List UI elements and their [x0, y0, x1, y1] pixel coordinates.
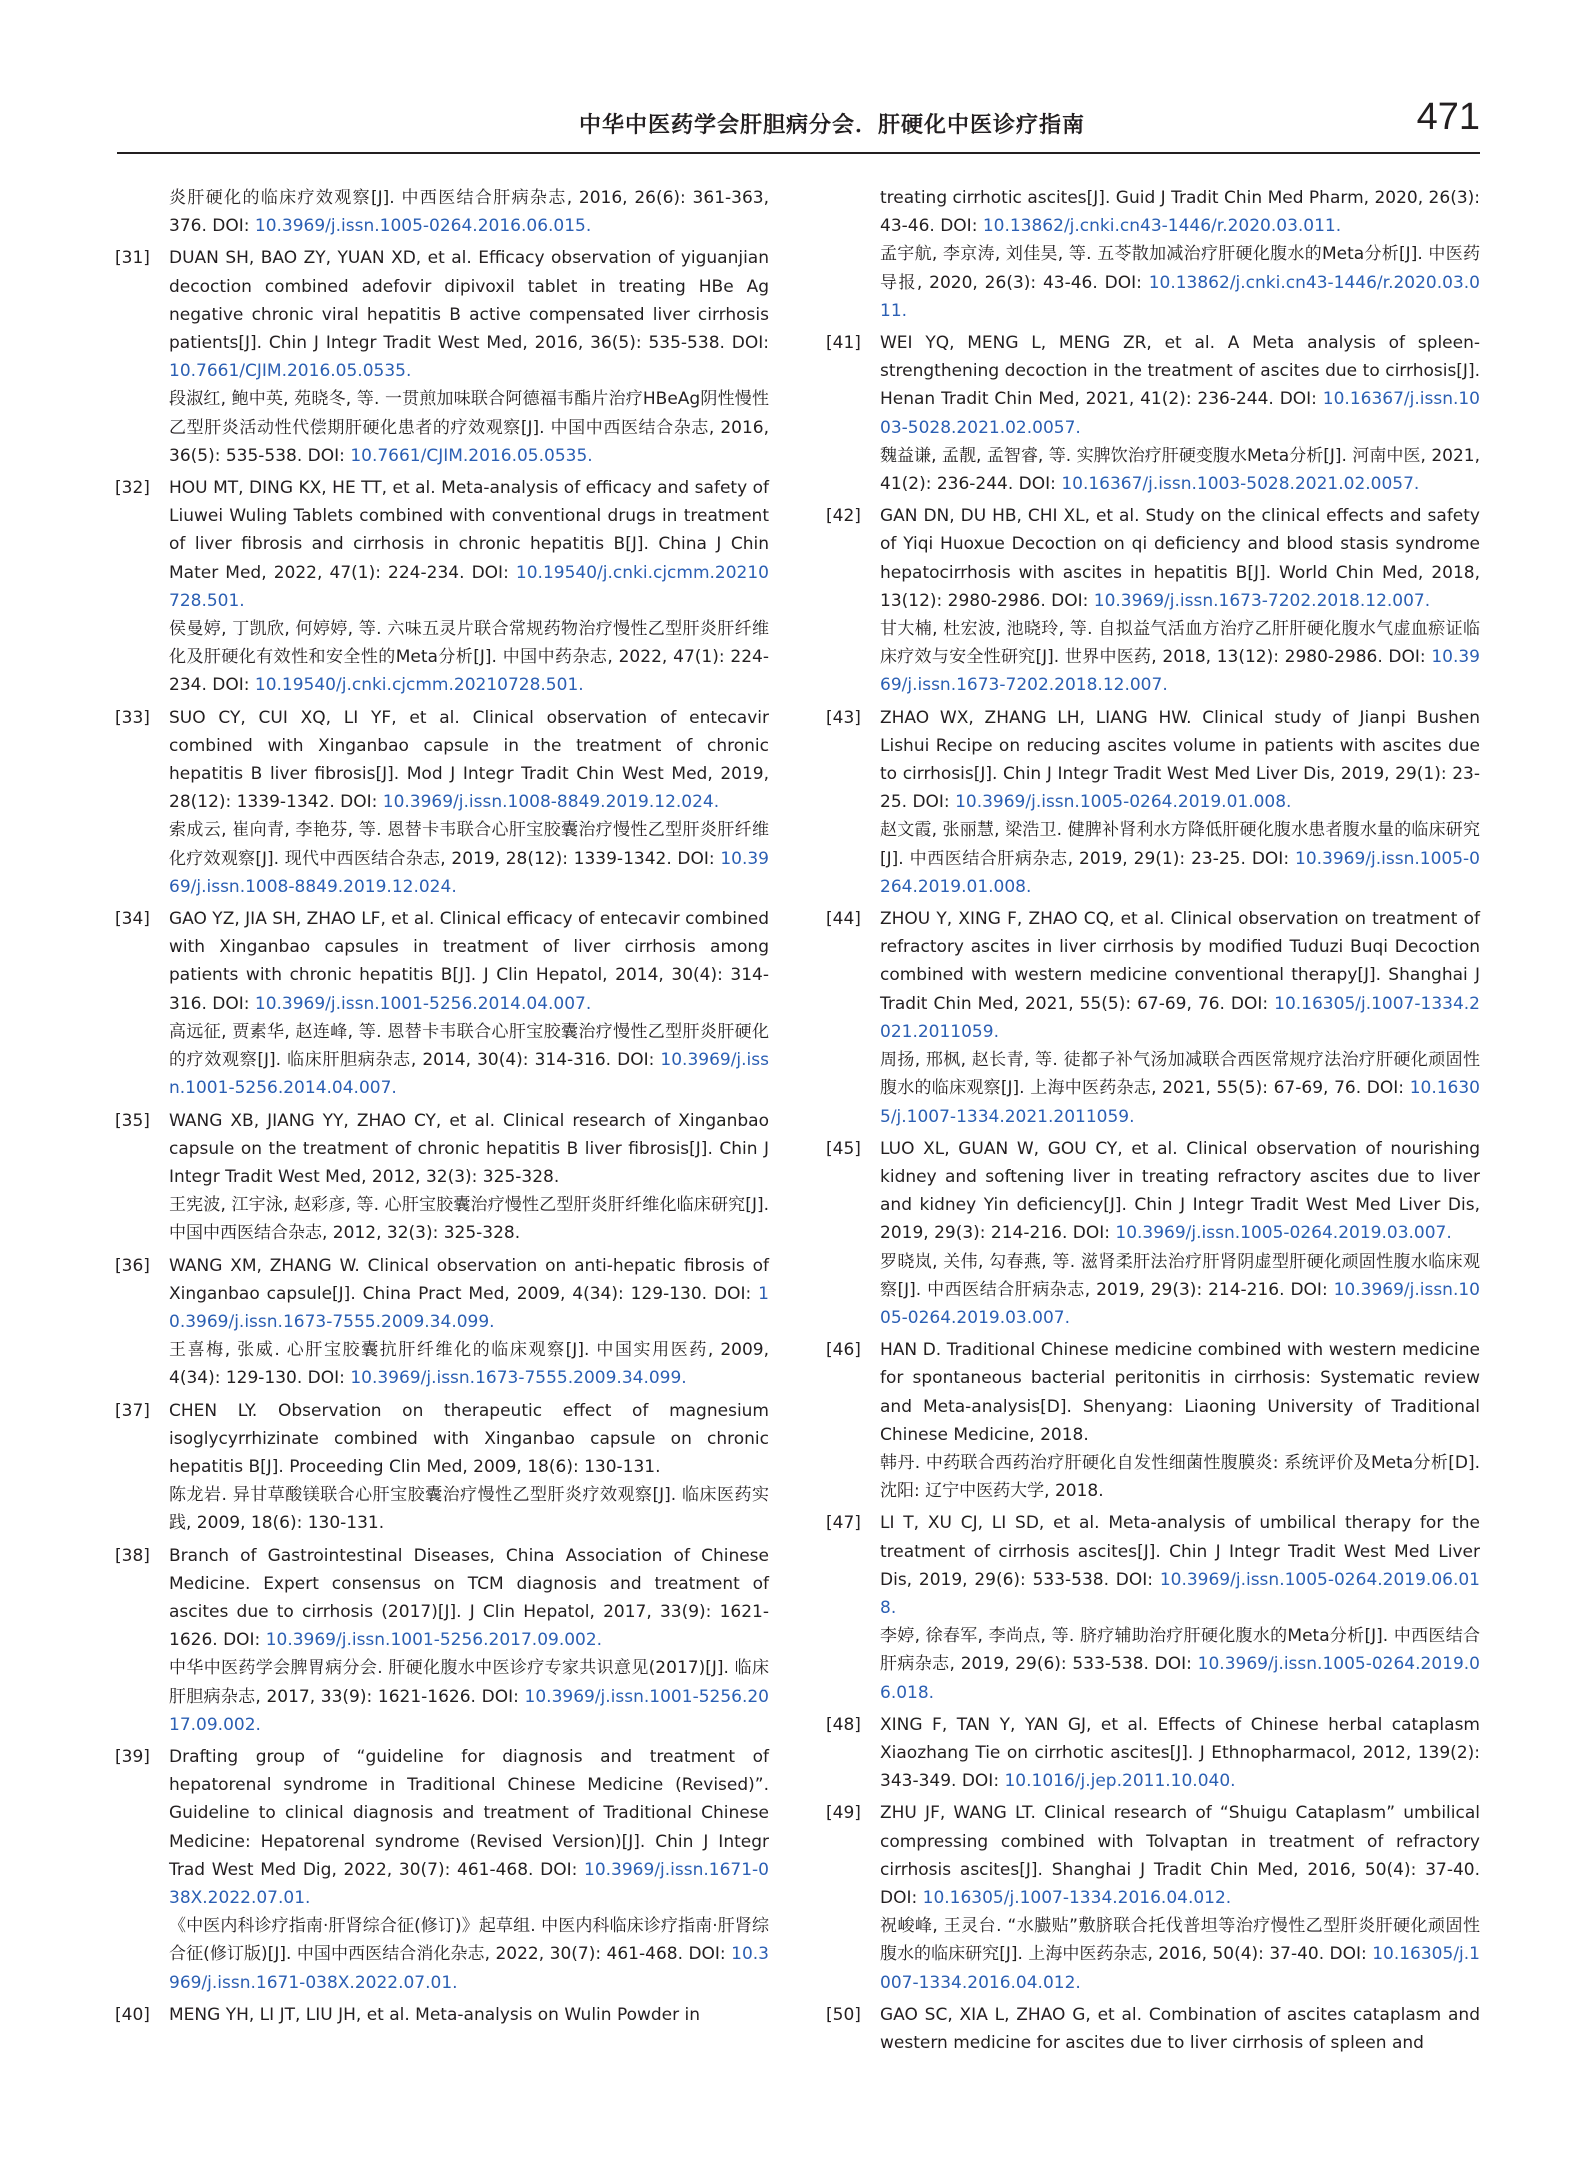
reference-number: [48] [826, 1714, 861, 1735]
reference-entry [117, 1252, 769, 1393]
reference-entry [828, 1711, 1480, 1796]
doi-link[interactable]: 10.3969/j.issn.1673-7202.2018.12.007. [1093, 590, 1431, 611]
doi-link[interactable]: 10.13862/j.cnki.cn43-1446/r.2020.03.011. [880, 272, 1480, 321]
reference-chinese-text: 甘大楠, 杜宏波, 池晓玲, 等. 自拟益气活血方治疗乙肝肝硬化腹水气虚血瘀证临床疗效与安全性研究[J]. 世界中医药, 2018, 13(12): 2980-2986. DOI: [880, 619, 1480, 668]
reference-chinese-text: 王宪波, 江宇泳, 赵彩彦, 等. 心肝宝胶囊治疗慢性乙型肝炎肝纤维化临床研究[J]. 中国中西医结合杂志, 2012, 32(3): 325-328. [169, 1195, 769, 1244]
doi-link[interactable]: 10.3969/j.issn.1008-8849.2019.12.024. [382, 792, 720, 813]
running-title: 中华中医药学会肝胆病分会．肝硬化中医诊疗指南 [578, 113, 1085, 138]
reference-english: ZHAO WX, ZHANG LH, LIANG HW. Clinical study of Jianpi Bushen Lishui Recipe on reducing ascites volume in patients with ascites due to cirrhosis[J]. Chin J Integr Tradit West Med Liver Dis, 2019, 29(1): 23-25. DOI: [880, 707, 1480, 813]
reference-number: [31] [115, 248, 150, 269]
reference-chinese [880, 615, 1480, 700]
reference-number: [34] [115, 909, 150, 930]
reference-chinese [880, 816, 1480, 901]
reference-number: [43] [826, 707, 861, 728]
reference-chinese-text: 王喜梅, 张威. 心肝宝胶囊抗肝纤维化的临床观察[J]. 中国实用医药, 2009, 4(34): 129-130. DOI: [169, 1340, 769, 1389]
reference-number: [37] [115, 1400, 150, 1421]
reference-entry [828, 1509, 1480, 1706]
doi-link[interactable]: 10.3969/j.issn.1673-7555.2009.34.099. [350, 1368, 687, 1389]
reference-chinese-text: 炎肝硬化的临床疗效观察[J]. 中西医结合肝病杂志, 2016, 26(6): 361-363, 376. DOI: [169, 188, 769, 237]
reference-chinese [880, 240, 1480, 325]
reference-entry [828, 905, 1480, 1131]
reference-number: [46] [826, 1340, 861, 1361]
reference-english: XING F, TAN Y, YAN GJ, et al. Effects of Chinese herbal cataplasm Xiaozhang Tie on cirrhotic ascites[J]. J Ethnopharmacol, 2012, 139(2): 343-349. DOI: [880, 1714, 1480, 1792]
doi-link[interactable]: 10.3969/j.issn.1001-5256.2017.09.002. [265, 1630, 603, 1651]
reference-entry [117, 1397, 769, 1538]
reference-chinese [169, 385, 769, 470]
reference-number: [35] [115, 1110, 150, 1131]
reference-chinese [169, 1336, 769, 1392]
reference-chinese-text: 周扬, 邢枫, 赵长青, 等. 徒都子补气汤加减联合西医常规疗法治疗肝硬化顽固性腹水的临床观察[J]. 上海中医药杂志, 2021, 55(5): 67-69, 76. DOI: [880, 1050, 1480, 1099]
reference-chinese [169, 1191, 769, 1247]
doi-link[interactable]: 10.3969/j.issn.1001-5256.2014.04.007. [169, 1050, 769, 1099]
reference-chinese [169, 615, 769, 700]
doi-link[interactable]: 10.13862/j.cnki.cn43-1446/r.2020.03.011. [982, 216, 1342, 237]
doi-link[interactable]: 10.16367/j.issn.1003-5028.2021.02.0057. [1061, 474, 1420, 495]
reference-chinese-text: 李婷, 徐春军, 李尚点, 等. 脐疗辅助治疗肝硬化腹水的Meta分析[J]. 中西医结合肝病杂志, 2019, 29(6): 533-538. DOI: [880, 1626, 1480, 1675]
reference-english: treating cirrhotic ascites[J]. Guid J Tradit Chin Med Pharm, 2020, 26(3): 43-46. DOI: [880, 188, 1480, 237]
reference-english: GAO YZ, JIA SH, ZHAO LF, et al. Clinical efficacy of entecavir combined with Xinganbao capsules in treatment of liver cirrhosis among patients with chronic hepatitis B[J]. J Clin Hepatol, 2014, 30(4): 314-316. DOI: [169, 909, 769, 1014]
doi-link[interactable]: 10.16305/j.1007-1334.2016.04.012. [880, 1944, 1480, 1993]
reference-chinese [880, 1622, 1480, 1707]
reference-entry [117, 905, 769, 1102]
reference-entry [828, 184, 1480, 325]
reference-english: SUO CY, CUI XQ, LI YF, et al. Clinical observation of entecavir combined with Xinganbao capsule in the treatment of chronic hepatitis B liver fibrosis[J]. Mod J Integr Tradit Chin West Med, 2019, 28(12): 1339-1342. DOI: [169, 707, 769, 813]
reference-chinese-text: 段淑红, 鲍中英, 苑晓冬, 等. 一贯煎加味联合阿德福韦酯片治疗HBeAg阴性慢性乙型肝炎活动性代偿期肝硬化患者的疗效观察[J]. 中国中西医结合杂志, 2016, 36(5): 535-538. DOI: [169, 389, 769, 466]
doi-link[interactable]: 10.3969/j.issn.1001-5256.2017.09.002. [169, 1686, 769, 1735]
reference-entry [828, 1799, 1480, 1996]
reference-column-left [117, 184, 769, 2033]
reference-entry [828, 1336, 1480, 1505]
reference-chinese [169, 1481, 769, 1537]
reference-number: [40] [115, 2004, 150, 2025]
reference-chinese-text: 孟宇航, 李京涛, 刘佳昊, 等. 五苓散加减治疗肝硬化腹水的Meta分析[J]. 中医药导报, 2020, 26(3): 43-46. DOI: [880, 244, 1480, 293]
doi-link[interactable]: 10.3969/j.issn.1005-0264.2019.06.018. [880, 1569, 1480, 1618]
doi-link[interactable]: 10.19540/j.cnki.cjcmm.20210728.501. [169, 562, 769, 611]
doi-link[interactable]: 10.3969/j.issn.1005-0264.2019.03.007. [1115, 1223, 1452, 1244]
reference-english: Branch of Gastrointestinal Diseases, China Association of Chinese Medicine. Expert consensus on TCM diagnosis and treatment of ascites due to cirrhosis (2017)[J]. J Clin Hepatol, 2017, 33(9): 1621-1626. DOI: [169, 1545, 769, 1651]
reference-english: WANG XM, ZHANG W. Clinical observation on anti-hepatic fibrosis of Xinganbao capsule[J]. China Pract Med, 2009, 4(34): 129-130. DOI: [169, 1255, 769, 1304]
reference-entry [828, 1135, 1480, 1332]
reference-entry [117, 474, 769, 700]
reference-number: [39] [115, 1746, 150, 1767]
reference-english: GAN DN, DU HB, CHI XL, et al. Study on the clinical effects and safety of Yiqi Huoxue Decoction on qi deficiency and blood stasis syndrome hepatocirrhosis with ascites in hepatitis B[J]. World Chin Med, 2018, 13(12): 2980-2986. DOI: [880, 506, 1480, 611]
reference-chinese-text: 高远征, 贾素华, 赵连峰, 等. 恩替卡韦联合心肝宝胶囊治疗慢性乙型肝炎肝硬化的疗效观察[J]. 临床肝胆病杂志, 2014, 30(4): 314-316. DOI: [169, 1021, 769, 1071]
reference-entry [117, 704, 769, 901]
doi-link[interactable]: 10.3969/j.issn.1005-0264.2019.01.008. [880, 848, 1480, 897]
doi-link[interactable]: 10.16305/j.1007-1334.2021.2011059. [880, 993, 1480, 1042]
doi-link[interactable]: 10.3969/j.issn.1671-038X.2022.07.01. [169, 1944, 769, 1993]
reference-chinese [169, 1912, 769, 1997]
reference-number: [33] [115, 707, 150, 728]
reference-chinese [880, 442, 1480, 498]
reference-english: WANG XB, JIANG YY, ZHAO CY, et al. Clinical research of Xinganbao capsule on the treatment of chronic hepatitis B liver fibrosis[J]. Chin J Integr Tradit West Med, 2012, 32(3): 325-328. [169, 1110, 769, 1187]
doi-link[interactable]: 10.16305/j.1007-1334.2021.2011059. [880, 1078, 1480, 1127]
reference-number: [49] [826, 1803, 861, 1824]
reference-chinese [169, 816, 769, 901]
reference-entry [117, 1107, 769, 1248]
reference-english: LI T, XU CJ, LI SD, et al. Meta-analysis of umbilical therapy for the treatment of cirrhosis ascites[J]. Chin J Integr Tradit West Med Liver Dis, 2019, 29(6): 533-538. DOI: [880, 1513, 1480, 1590]
reference-entry [117, 1743, 769, 1997]
doi-link[interactable]: 10.3969/j.issn.1008-8849.2019.12.024. [169, 848, 769, 897]
doi-link[interactable]: 10.3969/j.issn.1005-0264.2019.01.008. [955, 792, 1292, 813]
reference-chinese-text: 中华中医药学会脾胃病分会. 肝硬化腹水中医诊疗专家共识意见(2017)[J]. 临床肝胆病杂志, 2017, 33(9): 1621-1626. DOI: [169, 1658, 769, 1707]
reference-english: DUAN SH, BAO ZY, YUAN XD, et al. Efficacy observation of yiguanjian decoction combined adefovir dipivoxil tablet in treating HBe Ag negative chronic viral hepatitis B active compensated liver cirrhosis patients[J]. Chin J Integr Tradit West Med, 2016, 36(5): 535-538. DOI: [169, 248, 769, 354]
reference-english: ZHOU Y, XING F, ZHAO CQ, et al. Clinical observation on treatment of refractory ascites in liver cirrhosis by modified Tuduzi Buqi Decoction combined with western medicine conventional therapy[J]. Shanghai J Tradit Chin Med, 2021, 55(5): 67-69, 76. DOI: [880, 909, 1480, 1014]
reference-number: [32] [115, 478, 150, 499]
reference-number: [36] [115, 1255, 150, 1276]
reference-chinese [880, 1912, 1480, 1997]
reference-chinese-text: 祝峻峰, 王灵台. “水臌贴”敷脐联合托伐普坦等治疗慢性乙型肝炎肝硬化顽固性腹水的临床研究[J]. 上海中医药杂志, 2016, 50(4): 37-40. DOI: [880, 1916, 1480, 1965]
doi-link[interactable]: 10.3969/j.issn.1001-5256.2014.04.007. [254, 993, 592, 1014]
doi-link[interactable]: 10.7661/CJIM.2016.05.0535. [169, 361, 412, 382]
page-number: 471 [1416, 96, 1480, 138]
reference-chinese [169, 1654, 769, 1739]
reference-chinese [880, 1449, 1480, 1505]
doi-link[interactable]: 10.3969/j.issn.1673-7202.2018.12.007. [880, 647, 1480, 696]
reference-chinese-text: 罗晓岚, 关伟, 勾春燕, 等. 滋肾柔肝法治疗肝肾阴虚型肝硬化顽固性腹水临床观察[J]. 中西医结合肝病杂志, 2019, 29(3): 214-216. DOI: [880, 1251, 1480, 1300]
doi-link[interactable]: 10.3969/j.issn.1671-038X.2022.07.01. [169, 1859, 769, 1908]
reference-chinese-text: 陈龙岩. 异甘草酸镁联合心肝宝胶囊治疗慢性乙型肝炎疗效观察[J]. 临床医药实践, 2009, 18(6): 130-131. [169, 1485, 769, 1534]
reference-english: LUO XL, GUAN W, GOU CY, et al. Clinical observation of nourishing kidney and softening liver in treating refractory ascites due to liver and kidney Yin deficiency[J]. Chin J Integr Tradit West Med Liver Dis, 2019, 29(3): 214-216. DOI: [880, 1138, 1480, 1244]
reference-chinese-text: 侯曼婷, 丁凯欣, 何婷婷, 等. 六味五灵片联合常规药物治疗慢性乙型肝炎肝纤维化及肝硬化有效性和安全性的Meta分析[J]. 中国中药杂志, 2022, 47(1): 224-234. DOI: [169, 619, 769, 696]
reference-chinese [169, 184, 769, 240]
reference-number: [38] [115, 1545, 150, 1566]
reference-english: ZHU JF, WANG LT. Clinical research of “Shuigu Cataplasm” umbilical compressing combined with Tolvaptan in treatment of refractory cirrhosis ascites[J]. Shanghai J Tradit Chin Med, 2016, 50(4): 37-40. DOI: [880, 1803, 1480, 1908]
reference-chinese-text: 索成云, 崔向青, 李艳芬, 等. 恩替卡韦联合心肝宝胶囊治疗慢性乙型肝炎肝纤维化疗效观察[J]. 现代中西医结合杂志, 2019, 28(12): 1339-1342. DOI: [169, 820, 769, 869]
header-rule [117, 152, 1480, 154]
reference-number: [41] [826, 333, 861, 354]
reference-english: CHEN LY. Observation on therapeutic effect of magnesium isoglycyrrhizinate combined with Xinganbao capsule on chronic hepatitis B[J]. Proceeding Clin Med, 2009, 18(6): 130-131. [169, 1400, 769, 1477]
reference-column-right [828, 184, 1480, 2061]
reference-number: [45] [826, 1138, 861, 1159]
reference-entry [117, 1542, 769, 1739]
reference-entry [117, 244, 769, 470]
reference-entry [828, 2001, 1480, 2057]
reference-number: [44] [826, 909, 861, 930]
reference-english: Drafting group of “guideline for diagnosis and treatment of hepatorenal syndrome in Traditional Chinese Medicine (Revised)”. Guideline to clinical diagnosis and treatment of Traditional Chinese Medicine: Hepatorenal syndrome (Revised Version)[J]. Chin J Integr Trad West Med Dig, 2022, 30(7): 461-468. DOI: [169, 1746, 769, 1880]
reference-number: [50] [826, 2004, 861, 2025]
reference-english: WEI YQ, MENG L, MENG ZR, et al. A Meta analysis of spleen-strengthening decoction in the treatment of ascites due to cirrhosis[J]. Henan Tradit Chin Med, 2021, 41(2): 236-244. DOI: [880, 333, 1480, 410]
doi-link[interactable]: 10.19540/j.cnki.cjcmm.20210728.501. [254, 675, 584, 696]
reference-chinese [880, 1248, 1480, 1333]
reference-chinese-text: 《中医内科诊疗指南·肝肾综合征(修订)》起草组. 中医内科临床诊疗指南·肝肾综合征(修订版)[J]. 中国中西医结合消化杂志, 2022, 30(7): 461-468. DOI: [169, 1916, 769, 1965]
reference-number: [42] [826, 506, 861, 527]
reference-english: MENG YH, LI JT, LIU JH, et al. Meta-analysis on Wulin Powder in [169, 2004, 701, 2025]
reference-english: GAO SC, XIA L, ZHAO G, et al. Combination of ascites cataplasm and western medicine for ascites due to liver cirrhosis of spleen and [880, 2004, 1480, 2053]
reference-entry [117, 184, 769, 240]
doi-link[interactable]: 10.3969/j.issn.1005-0264.2016.06.015. [254, 216, 592, 237]
reference-number: [47] [826, 1513, 861, 1534]
reference-chinese-text: 韩丹. 中药联合西药治疗肝硬化自发性细菌性腹膜炎: 系统评价及Meta分析[D]. 沈阳: 辽宁中医药大学, 2018. [880, 1452, 1480, 1502]
running-header [117, 96, 1480, 140]
reference-entry [828, 329, 1480, 498]
reference-entry [828, 704, 1480, 901]
reference-english: HAN D. Traditional Chinese medicine combined with western medicine for spontaneous bacterial peritonitis in cirrhosis: Systematic review and Meta-analysis[D]. Shenyang: Liaoning University of Traditional Chinese Medicine, 2018. [880, 1340, 1480, 1445]
doi-link[interactable]: 10.3969/j.issn.1005-0264.2019.03.007. [880, 1279, 1480, 1328]
reference-entry [828, 502, 1480, 699]
reference-chinese [169, 1018, 769, 1103]
reference-entry [117, 2001, 769, 2029]
doi-link[interactable]: 10.3969/j.issn.1673-7555.2009.34.099. [169, 1283, 769, 1332]
reference-english: HOU MT, DING KX, HE TT, et al. Meta-analysis of efficacy and safety of Liuwei Wuling Tablets combined with conventional drugs in treatment of liver fibrosis and cirrhosis in chronic hepatitis B[J]. China J Chin Mater Med, 2022, 47(1): 224-234. DOI: [169, 478, 769, 583]
reference-chinese [880, 1046, 1480, 1131]
reference-chinese-text: 赵文霞, 张丽慧, 梁浩卫. 健脾补肾利水方降低肝硬化腹水患者腹水量的临床研究[J]. 中西医结合肝病杂志, 2019, 29(1): 23-25. DOI: [880, 820, 1480, 869]
doi-link[interactable]: 10.7661/CJIM.2016.05.0535. [350, 445, 593, 466]
doi-link[interactable]: 10.1016/j.jep.2011.10.040. [1004, 1771, 1236, 1792]
doi-link[interactable]: 10.16367/j.issn.1003-5028.2021.02.0057. [880, 389, 1480, 438]
doi-link[interactable]: 10.16305/j.1007-1334.2016.04.012. [922, 1887, 1232, 1908]
reference-chinese-text: 魏益谦, 孟靓, 孟智睿, 等. 实脾饮治疗肝硬变腹水Meta分析[J]. 河南中医, 2021, 41(2): 236-244. DOI: [880, 445, 1480, 495]
doi-link[interactable]: 10.3969/j.issn.1005-0264.2019.06.018. [880, 1654, 1480, 1703]
